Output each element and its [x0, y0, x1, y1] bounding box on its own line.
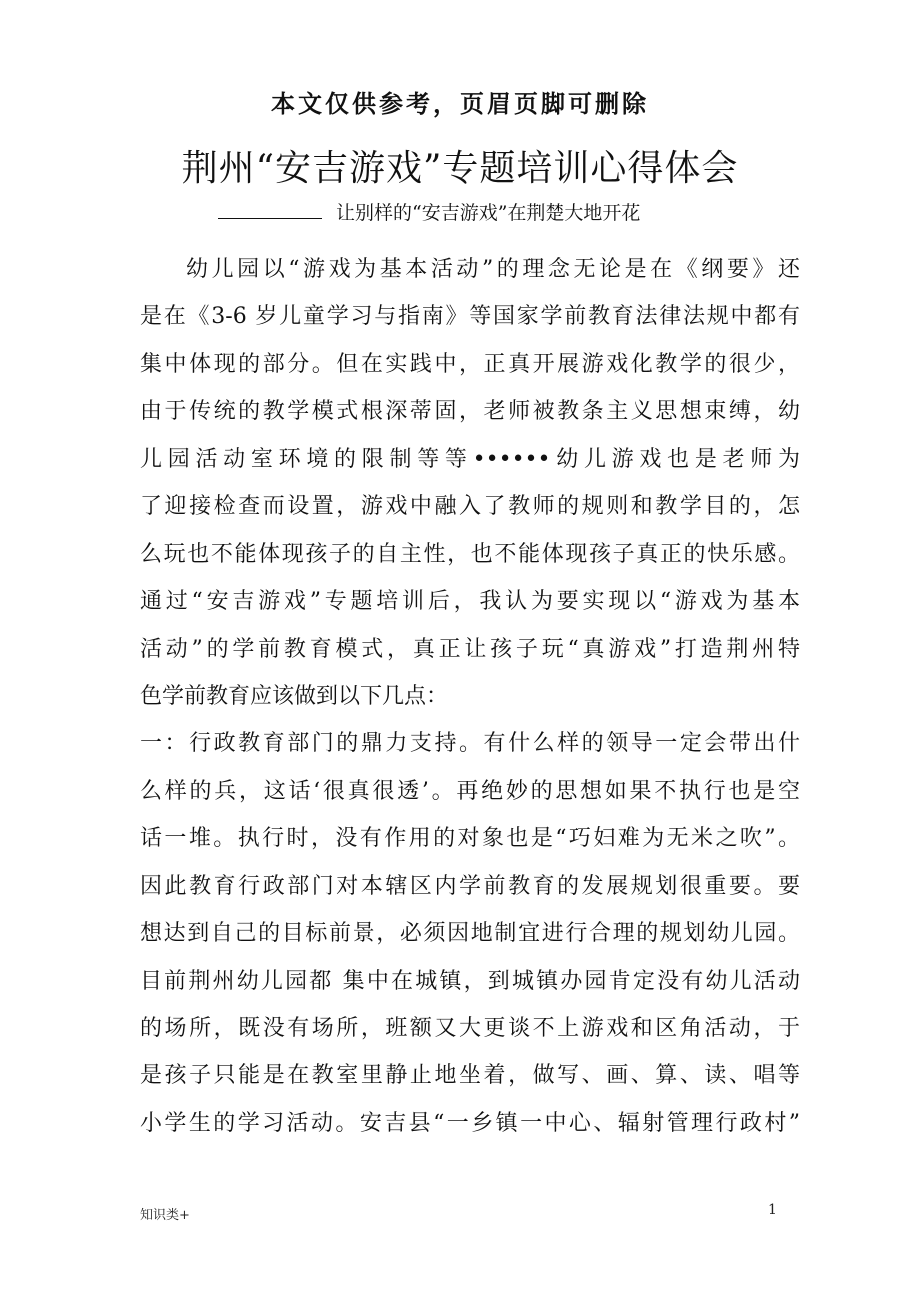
- body-line: 是孩子只能是在教室里静止地坐着，做写、画、算、读、唱等: [140, 1063, 800, 1089]
- header-note: 本文仅供参考，页眉页脚可删除: [271, 90, 649, 118]
- document-title: 荆州“安吉游戏”专题培训心得体会: [181, 148, 739, 189]
- body-line: 的场所，既没有场所，班额又大更谈不上游戏和区角活动，于: [140, 1016, 800, 1041]
- body-line: 由于传统的教学模式根深蒂固，老师被教条主义思想束缚，幼: [140, 399, 800, 425]
- body-line: 幼儿园以“游戏为基本活动”的理念无论是在《纲要》还: [186, 257, 800, 282]
- subtitle: [218, 198, 640, 225]
- body-line: 目前荆州幼儿园都 集中在城镇，到城镇办园肯定没有幼儿活动: [140, 968, 800, 994]
- body-line: 通过“安吉游戏”专题培训后，我认为要实现以“游戏为基本: [140, 589, 800, 615]
- body-line: 因此教育行政部门对本辖区内学前教育的发展规划很重要。要: [140, 873, 800, 899]
- body-line: 色学前教育应该做到以下几点：: [140, 683, 449, 709]
- body-line: 集中体现的部分。但在实践中，正真开展游戏化教学的很少，: [140, 351, 800, 377]
- body-text: [140, 246, 800, 1147]
- subtitle-text: 让别样的“安吉游戏”在荆楚大地开花: [336, 202, 641, 224]
- body-line: 话一堆。执行时，没有作用的对象也是“巧妇难为无米之吹”。: [140, 826, 800, 852]
- body-line: 一：行政教育部门的鼎力支持。有什么样的领导一定会带出什: [140, 731, 800, 757]
- body-line: 儿园活动室环境的限制等等••••••幼儿游戏也是老师为: [140, 446, 800, 472]
- body-line: 活动”的学前教育模式，真正让孩子玩“真游戏”打造荆州特: [140, 636, 800, 662]
- page-number: 1: [768, 1202, 777, 1218]
- body-line: 么样的兵，这话‘很真很透’。再绝妙的思想如果不执行也是空: [140, 778, 800, 804]
- body-line: 么玩也不能体现孩子的自主性，也不能体现孩子真正的快乐感。: [140, 541, 800, 567]
- subtitle-blank-line: [218, 198, 322, 219]
- body-line: 了迎接检查而设置，游戏中融入了教师的规则和教学目的，怎: [140, 494, 800, 520]
- body-line: 想达到自己的目标前景，必须因地制宜进行合理的规划幼儿园。: [140, 921, 800, 947]
- body-line: 小学生的学习活动。安吉县“一乡镇一中心、辐射管理行政村”: [140, 1110, 800, 1136]
- footer-label: 知识类+: [140, 1208, 190, 1223]
- body-line: 是在《3-6 岁儿童学习与指南》等国家学前教育法律法规中都有: [140, 304, 800, 330]
